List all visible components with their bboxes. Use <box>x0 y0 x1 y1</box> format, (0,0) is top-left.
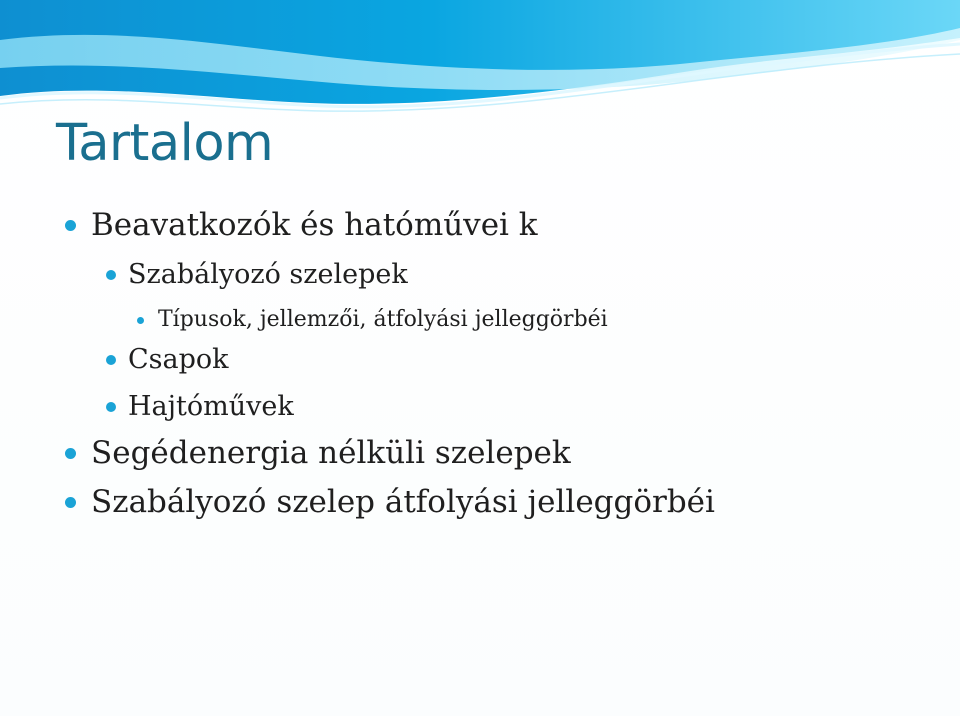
bullet-dot-icon <box>106 270 116 280</box>
bullet-item-text: Segédenergia nélküli szelepek <box>91 435 571 471</box>
page-title: Tartalom <box>56 114 274 173</box>
bullet-dot-icon <box>137 317 144 324</box>
bullet-item-text: Beavatkozók és hatóművei k <box>91 207 538 243</box>
bullet-item-level-1 <box>65 484 715 520</box>
bullet-item-level-3 <box>137 309 608 331</box>
bullet-item-text: Csapok <box>128 344 229 375</box>
bullet-item-level-1 <box>65 435 571 471</box>
bullet-item-text: Szabályozó szelepek <box>128 259 408 290</box>
bullet-item-text: Hajtóművek <box>128 391 294 422</box>
bullet-item-text: Típusok, jellemzői, átfolyási jelleggörbéi <box>158 307 608 332</box>
bullet-dot-icon <box>106 355 116 365</box>
bullet-dot-icon <box>65 220 76 231</box>
bullet-item-level-1 <box>65 207 538 243</box>
bullet-item-level-2 <box>106 393 294 420</box>
bullet-dot-icon <box>106 402 116 412</box>
bullet-dot-icon <box>65 497 76 508</box>
bullet-item-level-2 <box>106 346 229 373</box>
bullet-item-text: Szabályozó szelep átfolyási jelleggörbéi <box>91 484 715 520</box>
bullet-dot-icon <box>65 448 76 459</box>
bullet-item-level-2 <box>106 261 408 288</box>
